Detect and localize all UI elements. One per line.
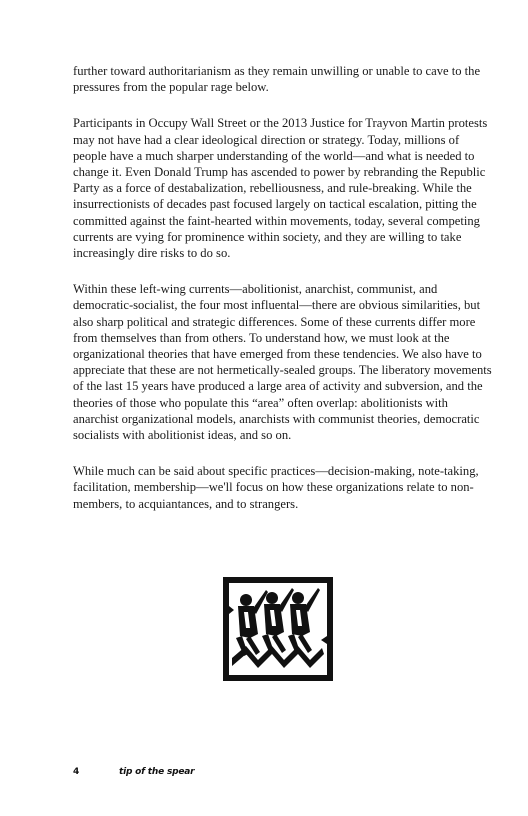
paragraph: While much can be said about specific practices—decision-making, note-taking, facilitation, membership—we'll focus on how these organizations relate to non-members, to acquiantances, and to strangers. [73,464,479,511]
marching-figures-woodcut-icon [222,576,334,682]
page-footer [73,767,373,781]
paragraph: further toward authoritarianism as they remain unwilling or unable to cave to the pressures from the popular rage below. [73,64,481,95]
page-number: 4 [73,767,80,777]
body-text [73,63,493,532]
running-title: tip of the spear [119,767,195,777]
paragraph: Within these left-wing currents—abolitionist, anarchist, communist, and democratic-socialist, the four most influental—there are obvious similarities, but also sharp political and strategic differences. Some of these currents differ more from themselves than from others. To understand how, we must look at the organizational theories that have emerged from these tendencies. We also have to appreciate that these are not hermetically-sealed groups. The liberatory movements of the last 15 years have produced a large area of activity and subversion, and the theories of those who populate this “area” often overlap: abolitionists with anarchist organizational models, anarchists with communist theories, democratic socialists with abolitionist ideas, and so on. [73,282,492,443]
paragraph: Participants in Occupy Wall Street or the 2013 Justice for Trayvon Martin protests may not have had a clear ideological direction or strategy. Today, millions of people have a much sharper understanding of the world—and what is needed to change it. Even Donald Trump has ascended to power by rebranding the Republic Party as a force of destabalization, rebelliousness, and rule-breaking. While the insurrectionists of decades past focused largely on tactical escalation, pitting the committed against the faint-hearted within movements, today, several competing currents are vying for prominence within society, and they are willing to take increasingly dire risks to do so. [73,116,488,261]
